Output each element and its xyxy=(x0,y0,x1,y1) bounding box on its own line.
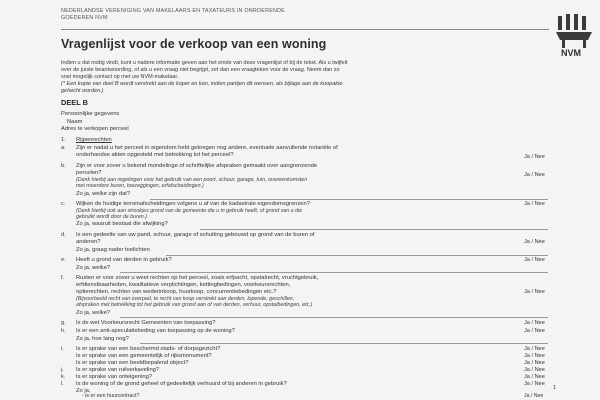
yes-no-answer[interactable]: Ja / Nee xyxy=(524,367,545,373)
question-hint: (Denk hierbij aan regelingen voor het gebruik van een poort, schuur, garage, tuin, overeenkomsten xyxy=(76,177,308,183)
yes-no-answer[interactable]: Ja / Nee xyxy=(524,172,545,178)
question-text: Is een gedeelte van uw pand, schuur, garage of schutting gebouwd op grond van de buren of xyxy=(76,232,315,238)
answer-line[interactable] xyxy=(120,317,548,318)
question-text: Is er sprake van ruilverkaveling? xyxy=(76,367,160,373)
question-letter: a. xyxy=(61,145,66,151)
yes-no-answer[interactable]: Ja / Nee xyxy=(524,374,545,380)
page-title: Vragenlijst voor de verkoop van een woning xyxy=(61,37,327,51)
follow-up-text: Zo ja, graag nader toelichten xyxy=(76,247,150,253)
follow-up-text: Zo ja, hoe lang nog? xyxy=(76,336,129,342)
follow-up-text: - is er een huurcontract? xyxy=(82,393,140,399)
follow-up-text: Zo ja, xyxy=(76,388,91,394)
question-text: Wijken de huidige terreinafscheidingen volgens u af van de kadastrale eigendomsgrenzen? xyxy=(76,201,310,207)
question-text: erfdienstbaarheden, kwalitatieve verplichtingen, kettingbedingen, voorkeursrechten, xyxy=(76,282,291,288)
name-label: Naam xyxy=(67,119,83,125)
question-text: Is er sprake van een beeldbepalend object? xyxy=(76,360,189,366)
question-text: Is de woning of de grond geheel of gedeeltelijk verhuurd of bij anderen in gebruik? xyxy=(76,381,287,387)
yes-no-answer[interactable]: Ja / Nee xyxy=(524,328,545,334)
question-letter: e. xyxy=(61,257,66,263)
question-letter: h. xyxy=(61,328,66,334)
yes-no-answer[interactable]: Ja / Nee xyxy=(524,201,545,207)
question-letter: d. xyxy=(61,232,66,238)
personal-data-heading: Persoonlijke gegevens xyxy=(61,111,120,117)
question-hint: (Denk hierbij ook aan strookjes grond van de gemeente die u in gebruik heeft, of grond van u die xyxy=(76,208,303,214)
question-text: Is er sprake van een beschermd stads- of dorpsgezicht? xyxy=(76,346,221,352)
question-text: Zijn er nadat u het perceel in eigendom hebt gekregen nog andere, eventuele aanvullende notariële of xyxy=(76,145,338,151)
question-letter: i. xyxy=(61,346,64,352)
question-text: Is er sprake van een gemeentelijk of rijksmonument? xyxy=(76,353,212,359)
question-text: optierechten, rechten van wederinkoop, huurkoop, concurrentiebedingen etc.? xyxy=(76,289,277,295)
question-letter: k. xyxy=(61,374,66,380)
intro-line: Indien u dat nodig vindt, kunt u nadere informatie geven aan het einde van deze vragenlijst of bij de tekst. Als u twijfelt xyxy=(61,60,348,66)
yes-no-answer[interactable]: Ja / Nee xyxy=(524,239,545,245)
follow-up-text: Zo ja, welke zijn dat? xyxy=(76,191,131,197)
page-number: 1 xyxy=(553,385,557,391)
follow-up-text: Zo ja, waaruit bestaat die afwijking? xyxy=(76,221,168,227)
rights-number: 1. xyxy=(61,137,66,143)
intro-note-line: (* Een kopie van deel B wordt verstrekt aan de koper en kan, indien partijen dit wensen, als bijlage aan de koopakte xyxy=(61,81,343,87)
logo-text: NVM xyxy=(561,48,581,58)
question-letter: j. xyxy=(61,367,64,373)
question-letter: l. xyxy=(61,381,64,387)
answer-line[interactable] xyxy=(200,229,548,230)
header-divider xyxy=(61,29,549,30)
question-hint: met meerdere buren, toezeggingen, erfafscheidingen.) xyxy=(76,183,204,189)
yes-no-answer[interactable]: Ja / Nee xyxy=(524,360,545,366)
yes-no-answer[interactable]: Ja / Nee xyxy=(524,289,545,295)
nvm-logo xyxy=(552,14,596,60)
question-text: Rusten er voor zover u weet rechten op het perceel, zoals erfpacht, opstalrecht, vruchtgebruik, xyxy=(76,275,319,281)
yes-no-answer[interactable]: Ja / Nee xyxy=(524,346,545,352)
yes-no-answer[interactable]: Ja / Nee xyxy=(524,393,544,399)
section-heading: DEEL B xyxy=(61,98,88,107)
question-text: onderhandse akten opgesteld met betrekking tot het perceel? xyxy=(76,152,234,158)
answer-line[interactable] xyxy=(140,343,548,344)
yes-no-answer[interactable]: Ja / Nee xyxy=(524,320,545,326)
organisation-line-1: NEDERLANDSE VERENIGING VAN MAKELAARS EN TAXATEURS IN ONROERENDE xyxy=(61,8,285,14)
yes-no-answer[interactable]: Ja / Nee xyxy=(524,257,545,263)
rights-heading: Rijpenrechten xyxy=(76,137,112,143)
question-text: Is er sprake van onteigening? xyxy=(76,374,153,380)
question-letter: b. xyxy=(61,163,66,169)
yes-no-answer[interactable]: Ja / Nee xyxy=(524,154,545,160)
intro-line: snel mogelijk contact op met uw NVM-makelaar. xyxy=(61,74,179,80)
answer-line[interactable] xyxy=(166,255,548,256)
intro-line: over de juiste beantwoording, of als u een vraag niet begrijpt, zet dan een vraagteken voor de vraag. Neem dan zo xyxy=(61,67,340,73)
question-letter: c. xyxy=(61,201,66,207)
follow-up-text: Zo ja, welke? xyxy=(76,265,111,271)
yes-no-answer[interactable]: Ja / Nee xyxy=(524,353,545,359)
address-label: Adres te verkopen perceel xyxy=(61,126,129,132)
question-letter: g. xyxy=(61,320,66,326)
yes-no-answer[interactable]: Ja / Nee xyxy=(524,381,545,387)
follow-up-text: Zo ja, welke? xyxy=(76,310,111,316)
question-text: Is de wet Voorkeursrecht Gemeenten van toepassing? xyxy=(76,320,216,326)
question-text: anderen? xyxy=(76,239,101,245)
question-text: Heeft u grond van derden in gebruik? xyxy=(76,257,172,263)
question-text: Is er een anti-speculatiebeding van toepassing op de woning? xyxy=(76,328,235,334)
question-text: percelen? xyxy=(76,170,102,176)
question-hint: afspraken met betrekking tot het gebruik van grond aan of van derden, verhuur, opstalbedingen, etc.) xyxy=(76,302,313,308)
organisation-line-2: GOEDEREN NVM xyxy=(61,15,108,21)
intro-note-line: gehecht worden.) xyxy=(61,88,104,94)
question-hint: (Bijvoorbeeld recht van overpad, te recht van koop verstrekt aan derden, lopende, geschillen, xyxy=(76,296,295,302)
answer-line[interactable] xyxy=(120,272,548,273)
question-hint: gebruikt wordt door de buren.) xyxy=(76,214,147,220)
answer-line[interactable] xyxy=(150,199,548,200)
question-letter: f. xyxy=(61,275,65,281)
question-text: Zijn er voor zover u bekend mondelinge of schriftelijke afspraken gemaakt over aangrenzende xyxy=(76,163,318,169)
